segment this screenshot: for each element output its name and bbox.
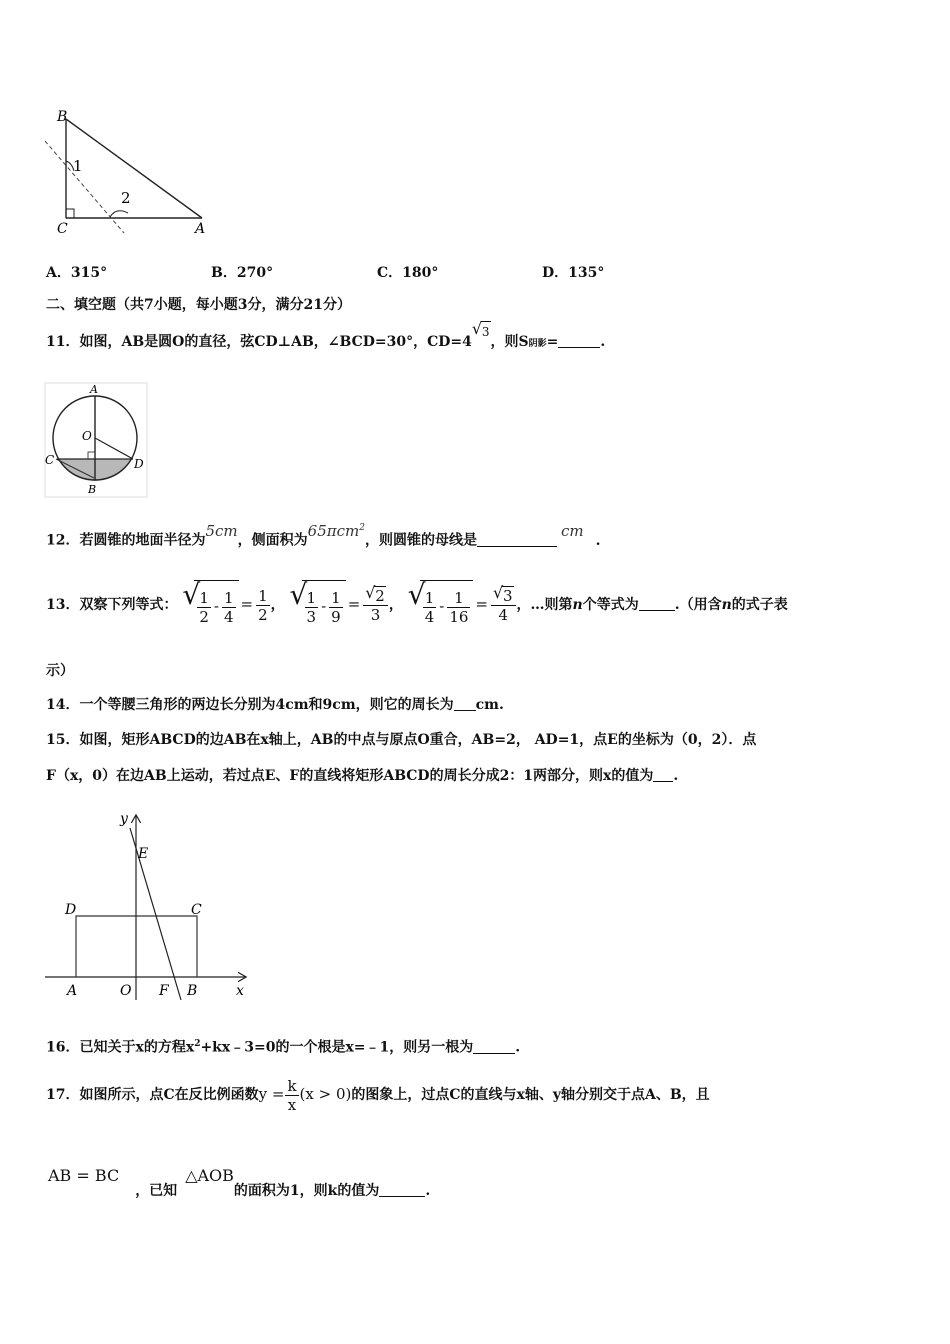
label-b: B bbox=[57, 109, 68, 125]
label-c: C bbox=[57, 221, 68, 237]
radius-od bbox=[95, 438, 133, 459]
question-17-line-2: AB = BC，已知△AOB的面积为1，则k的值为 . bbox=[48, 1166, 431, 1199]
question-15-line-2: F（x，0）在边AB上运动，若过点E、F的直线将矩形ABCD的周长分成2：1两部分，则x的值为 . bbox=[46, 768, 679, 784]
label-b: B bbox=[187, 983, 198, 999]
option-b: B．270° bbox=[211, 265, 274, 281]
question-13-continued: 示） bbox=[46, 663, 74, 679]
option-c: C．180° bbox=[377, 265, 439, 281]
label-d: D bbox=[134, 457, 144, 471]
dashed-line bbox=[45, 141, 124, 233]
question-15-line-1: 15．如图，矩形ABCD的边AB在x轴上，AB的中点与原点O重合，AB=2， AD=1，点E的坐标为（0，2）．点 bbox=[46, 732, 757, 748]
radical-1: √ $\frac{1}{2}$ - $\frac{1}{4}$ bbox=[194, 580, 238, 630]
question-11: 11．如图，AB是圆O的直径，弦CD⊥AB，∠BCD=30°，CD=4√ 3，则S阴影= . bbox=[46, 331, 605, 354]
right-angle-mark bbox=[66, 209, 74, 218]
section-title: 二、填空题（共7小题，每小题3分，满分21分） bbox=[46, 297, 351, 313]
label-x: x bbox=[236, 983, 244, 999]
option-d: D．135° bbox=[542, 265, 605, 281]
label-c: C bbox=[191, 902, 202, 918]
option-a: A．315° bbox=[46, 265, 108, 281]
label-angle-2: 2 bbox=[121, 189, 131, 207]
label-a: A bbox=[90, 383, 98, 396]
figure-triangle bbox=[40, 105, 215, 240]
radical-2: √ $\frac{1}{3}$ - $\frac{1}{9}$ bbox=[302, 580, 346, 630]
side-ab bbox=[66, 119, 202, 218]
label-e: E bbox=[138, 846, 149, 862]
question-12: 12．若圆锥的地面半径为5cm，侧面积为65πcm$^2$，则圆锥的母线是cm. bbox=[46, 521, 601, 549]
question-13: 13．双察下列等式： √ $\frac{1}{2}$ - $\frac{1}{4}$ = $\frac{1}{2}$ ， √ $\frac{1}{3}$ - $\frac{1}{9}$ = √ $\frac{2}{3}$ ， √ $\frac{1}{4}$ - $\frac{1}{16}$ = √ $\frac{3}{4}$ ，…则第n个等式为 .（用含n的式子表 bbox=[46, 580, 788, 626]
label-a: A bbox=[67, 983, 78, 999]
label-o: O bbox=[82, 429, 92, 443]
label-f: F bbox=[159, 983, 169, 999]
question-16: 16．已知关于x的方程$x^2+kx﹣3=0$的一个根是x=﹣1，则另一根为 . bbox=[46, 1039, 521, 1056]
label-a: A bbox=[195, 221, 206, 237]
question-17-line-1: 17．如图所示，点C在反比例函数y = $\frac{k}{x}$ (x > 0)的图象上，过点C的直线与x轴、y轴分别交于点A、B，且 bbox=[46, 1076, 710, 1114]
label-angle-1: 1 bbox=[73, 157, 83, 175]
label-b: B bbox=[88, 483, 97, 496]
label-o: O bbox=[120, 983, 132, 999]
label-c: C bbox=[45, 453, 55, 467]
question-14: 14．一个等腰三角形的两边长分别为4cm和9cm，则它的周长为 cm. bbox=[46, 697, 504, 713]
label-y: y bbox=[120, 811, 128, 827]
figure-circle bbox=[44, 382, 148, 500]
angle-arc-2 bbox=[110, 211, 128, 217]
figure-rectangle-axes bbox=[40, 808, 255, 1003]
radical-3: √ $\frac{1}{4}$ - $\frac{1}{16}$ bbox=[420, 580, 474, 630]
label-d: D bbox=[65, 902, 77, 918]
